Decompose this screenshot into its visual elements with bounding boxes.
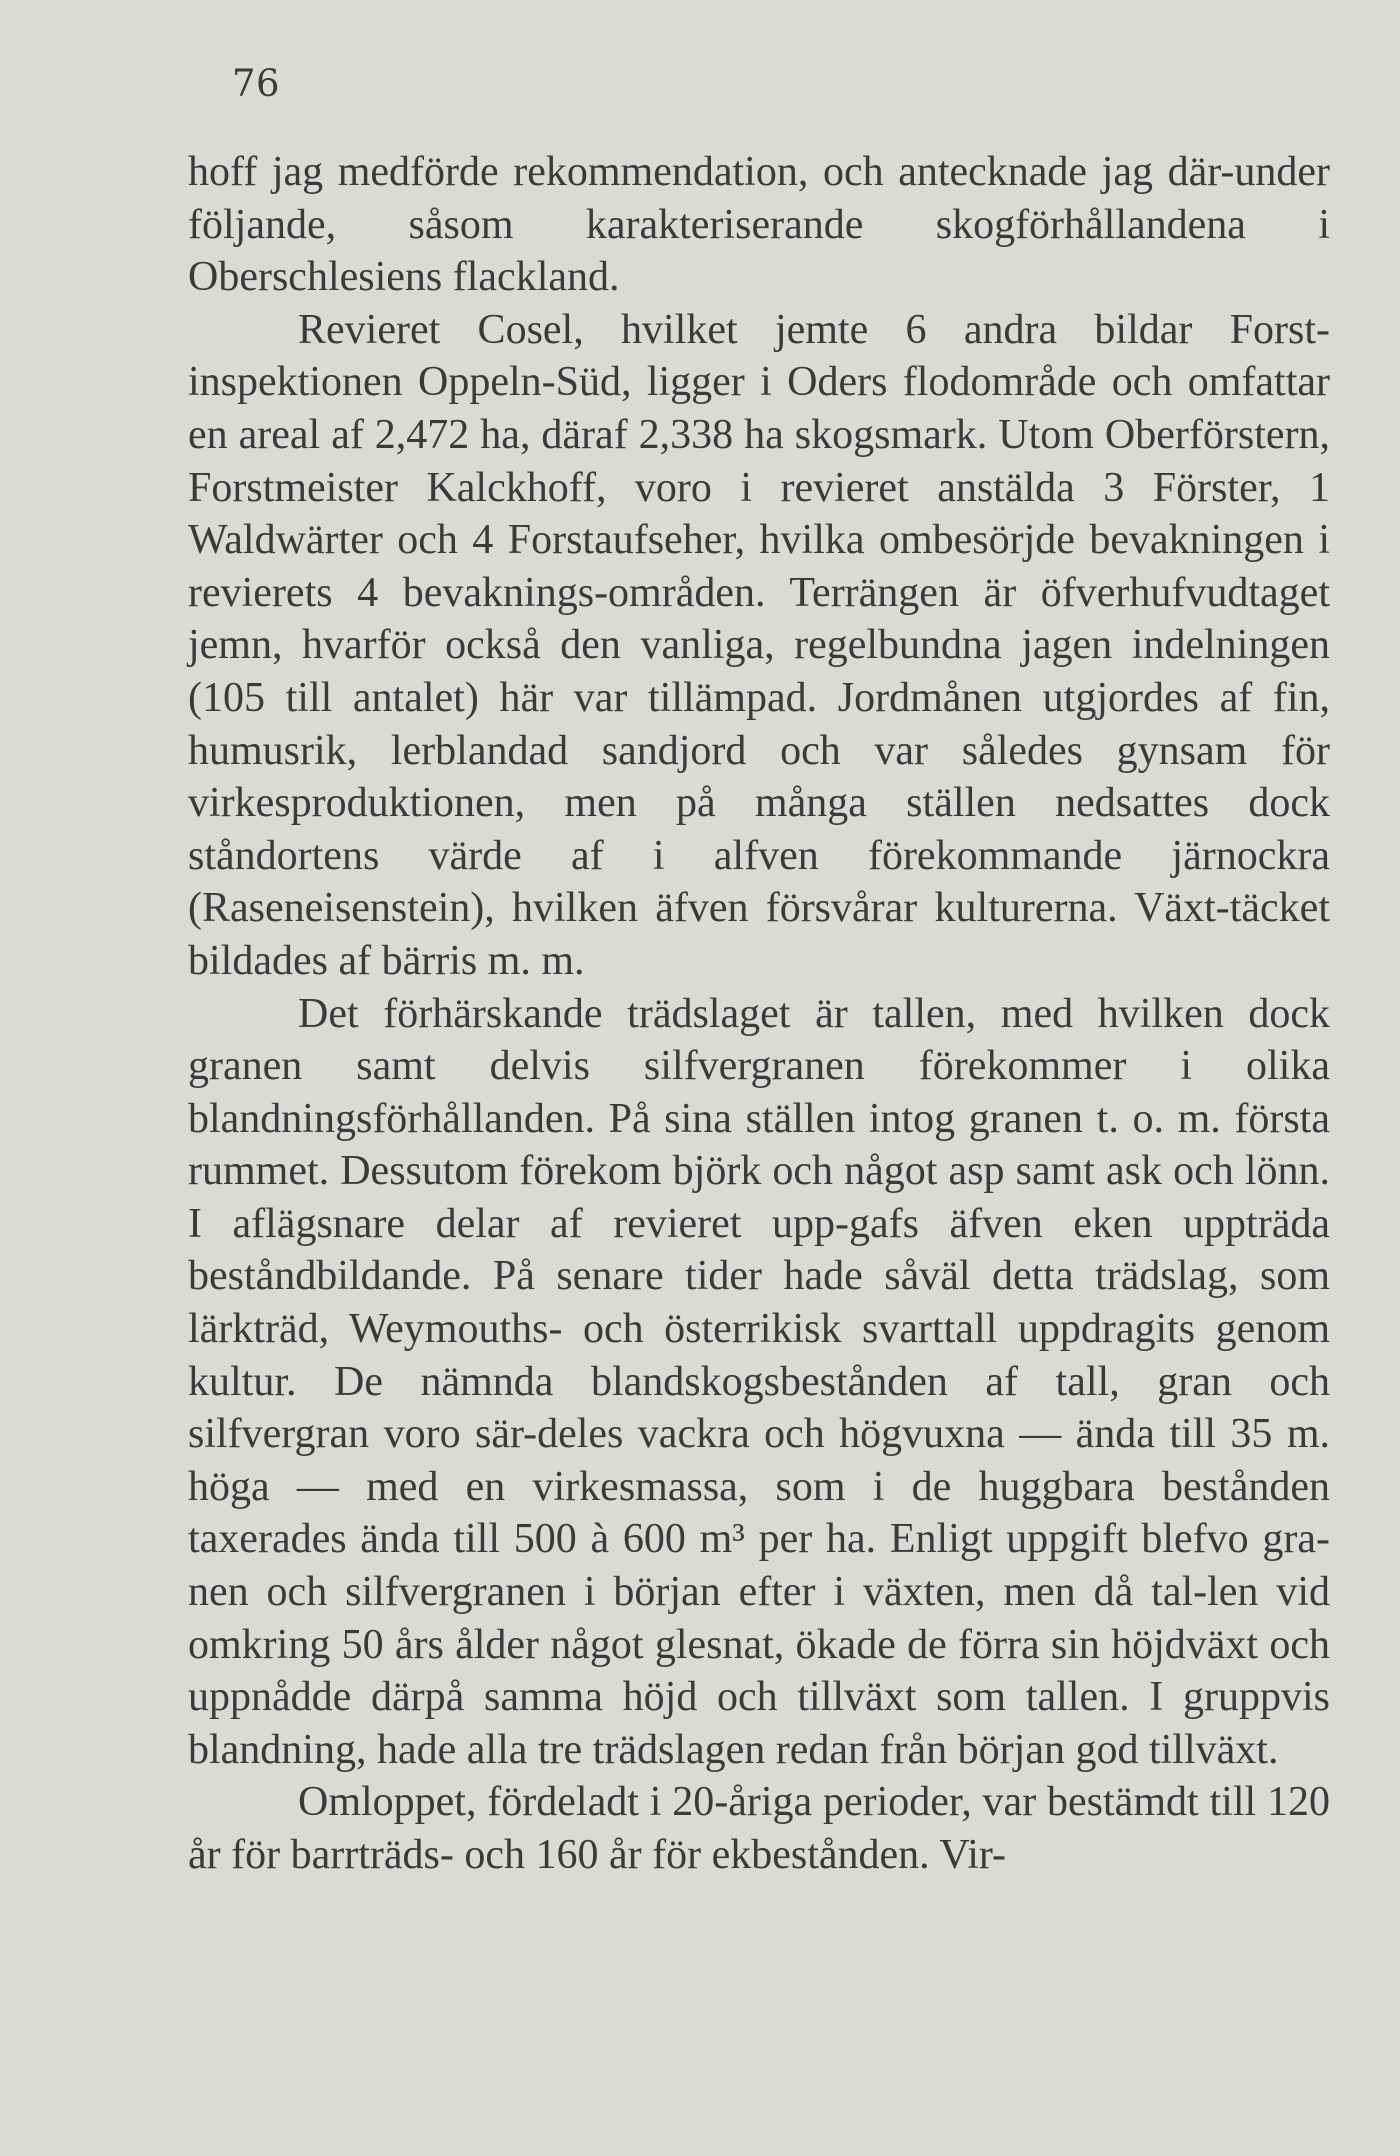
- paragraph-3: Det förhärskande trädslaget är tallen, med hvilken dock granen samt delvis silfvergranen förekommer i olika blandningsförhållanden. På sina ställen intog granen t. o. m. första rummet. Dessutom förekom björk och något asp samt ask och lönn. I aflägsnare delar af revieret upp-gafs äfven eken uppträda beståndbildande. På senare tider hade såväl detta trädslag, som lärkträd, Weymouths- och österrikisk svarttall uppdragits genom kultur. De nämnda blandskogsbestånden af tall, gran och silfvergran voro sär-deles vackra och högvuxna — ända till 35 m. höga — med en virkesmassa, som i de huggbara bestånden taxerades ända till 500 à 600 m³ per ha. Enligt uppgift blefvo gra-nen och silfvergranen i början efter i växten, men då tal-len vid omkring 50 års ålder något glesnat, ökade de förra sin höjdväxt och uppnådde därpå samma höjd och tillväxt som tallen. I gruppvis blandning, hade alla tre trädslagen redan från början god tillväxt.: [188, 990, 1330, 1773]
- body-text: [188, 146, 1330, 1882]
- paragraph-2: Revieret Cosel, hvilket jemte 6 andra bildar Forst-inspektionen Oppeln-Süd, ligger i Oders flodområde och omfattar en areal af 2,472 ha, däraf 2,338 ha skogsmark. Utom Oberförstern, Forstmeister Kalckhoff, voro i revieret anstälda 3 Förster, 1 Waldwärter och 4 Forstaufseher, hvilka ombesörjde bevakningen i revierets 4 bevaknings-områden. Terrängen är öfverhufvudtaget jemn, hvarför också den vanliga, regelbundna jagen indelningen (105 till antalet) här var tillämpad. Jordmånen utgjordes af fin, humusrik, lerblandad sandjord och var således gynsam för virkesproduktionen, men på många ställen nedsattes dock ståndortens värde af i alfven förekommande järnockra (Raseneisenstein), hvilken äfven försvårar kulturerna. Växt-täcket bildades af bärris m. m.: [188, 306, 1330, 984]
- paragraph-4: Omloppet, fördeladt i 20-åriga perioder, var bestämdt till 120 år för barrträds- och 160 år för ekbestånden. Vir-: [188, 1779, 1330, 1878]
- page-number: 76: [232, 62, 281, 105]
- paragraph-1: hoff jag medförde rekommendation, och antecknade jag där-under följande, såsom karakteriserande skogförhållandena i Oberschlesiens flackland.: [188, 149, 1330, 301]
